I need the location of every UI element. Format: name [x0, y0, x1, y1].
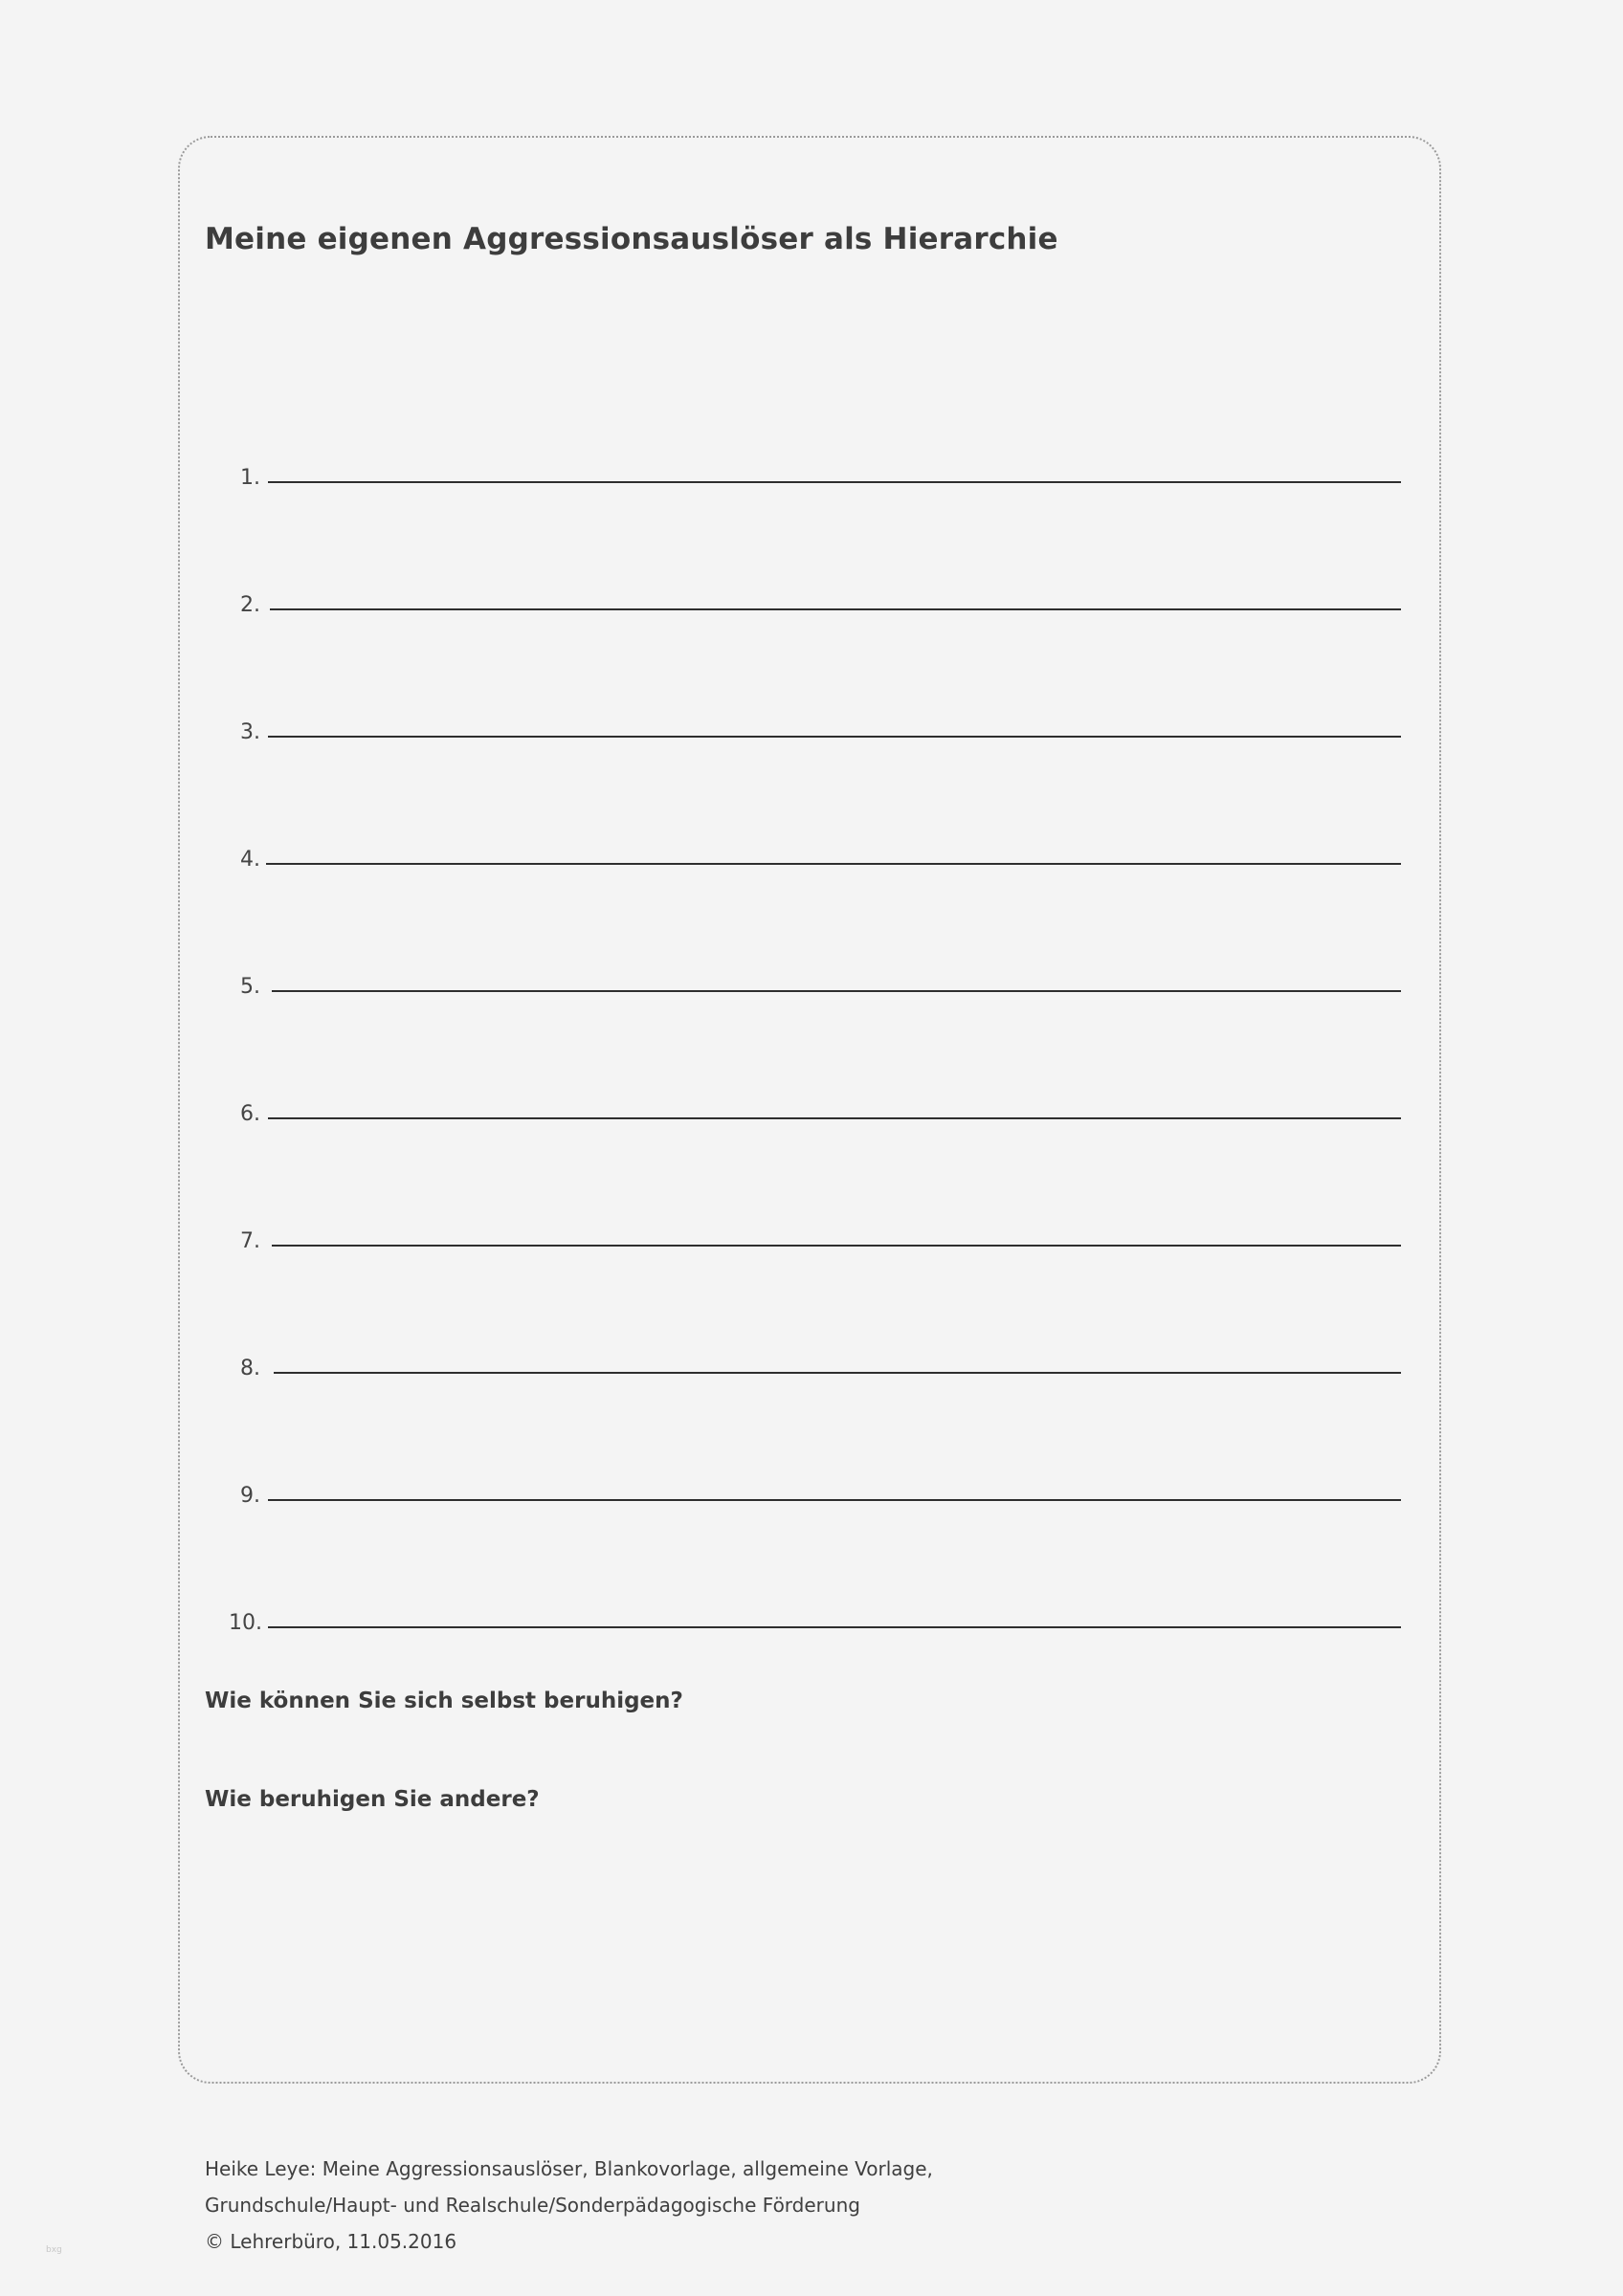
list-item — [205, 610, 1401, 744]
list-item — [205, 1374, 1401, 1508]
footer-line-copyright: © Lehrerbüro, 11.05.2016 — [205, 2230, 457, 2253]
list-item — [205, 992, 1401, 1126]
question-calming-others: Wie beruhigen Sie andere? — [205, 1787, 540, 1812]
list-item — [205, 356, 1401, 490]
corner-watermark: bxg — [46, 2245, 62, 2255]
list-item-number: 1. — [240, 466, 260, 490]
list-item-number: 8. — [240, 1357, 260, 1380]
list-item-number: 7. — [240, 1229, 260, 1253]
list-item — [205, 738, 1401, 872]
list-item — [205, 865, 1401, 999]
footer-line-school-types: Grundschule/Haupt- und Realschule/Sonderpädagogische Förderung — [205, 2194, 860, 2217]
list-item-number: 3. — [240, 720, 260, 744]
list-item — [205, 483, 1401, 617]
list-item — [205, 1501, 1401, 1635]
list-item-number: 4. — [240, 848, 260, 872]
list-item-number: 9. — [240, 1484, 260, 1508]
question-self-calming: Wie können Sie sich selbst beruhigen? — [205, 1689, 683, 1713]
footer-line-source: Heike Leye: Meine Aggressionsauslöser, Blankovorlage, allgemeine Vorlage, — [205, 2157, 933, 2180]
numbered-blank-lines — [205, 356, 1401, 1635]
list-item-number: 5. — [240, 975, 260, 999]
list-item-number: 2. — [240, 593, 260, 617]
list-item-number: 6. — [240, 1102, 260, 1126]
write-in-line[interactable] — [268, 1626, 1401, 1628]
list-item — [205, 1119, 1401, 1253]
page-title: Meine eigenen Aggressionsauslöser als Hierarchie — [205, 222, 1058, 256]
list-item — [205, 1247, 1401, 1380]
list-item-number: 10. — [229, 1611, 262, 1635]
footer — [205, 2151, 1430, 2260]
